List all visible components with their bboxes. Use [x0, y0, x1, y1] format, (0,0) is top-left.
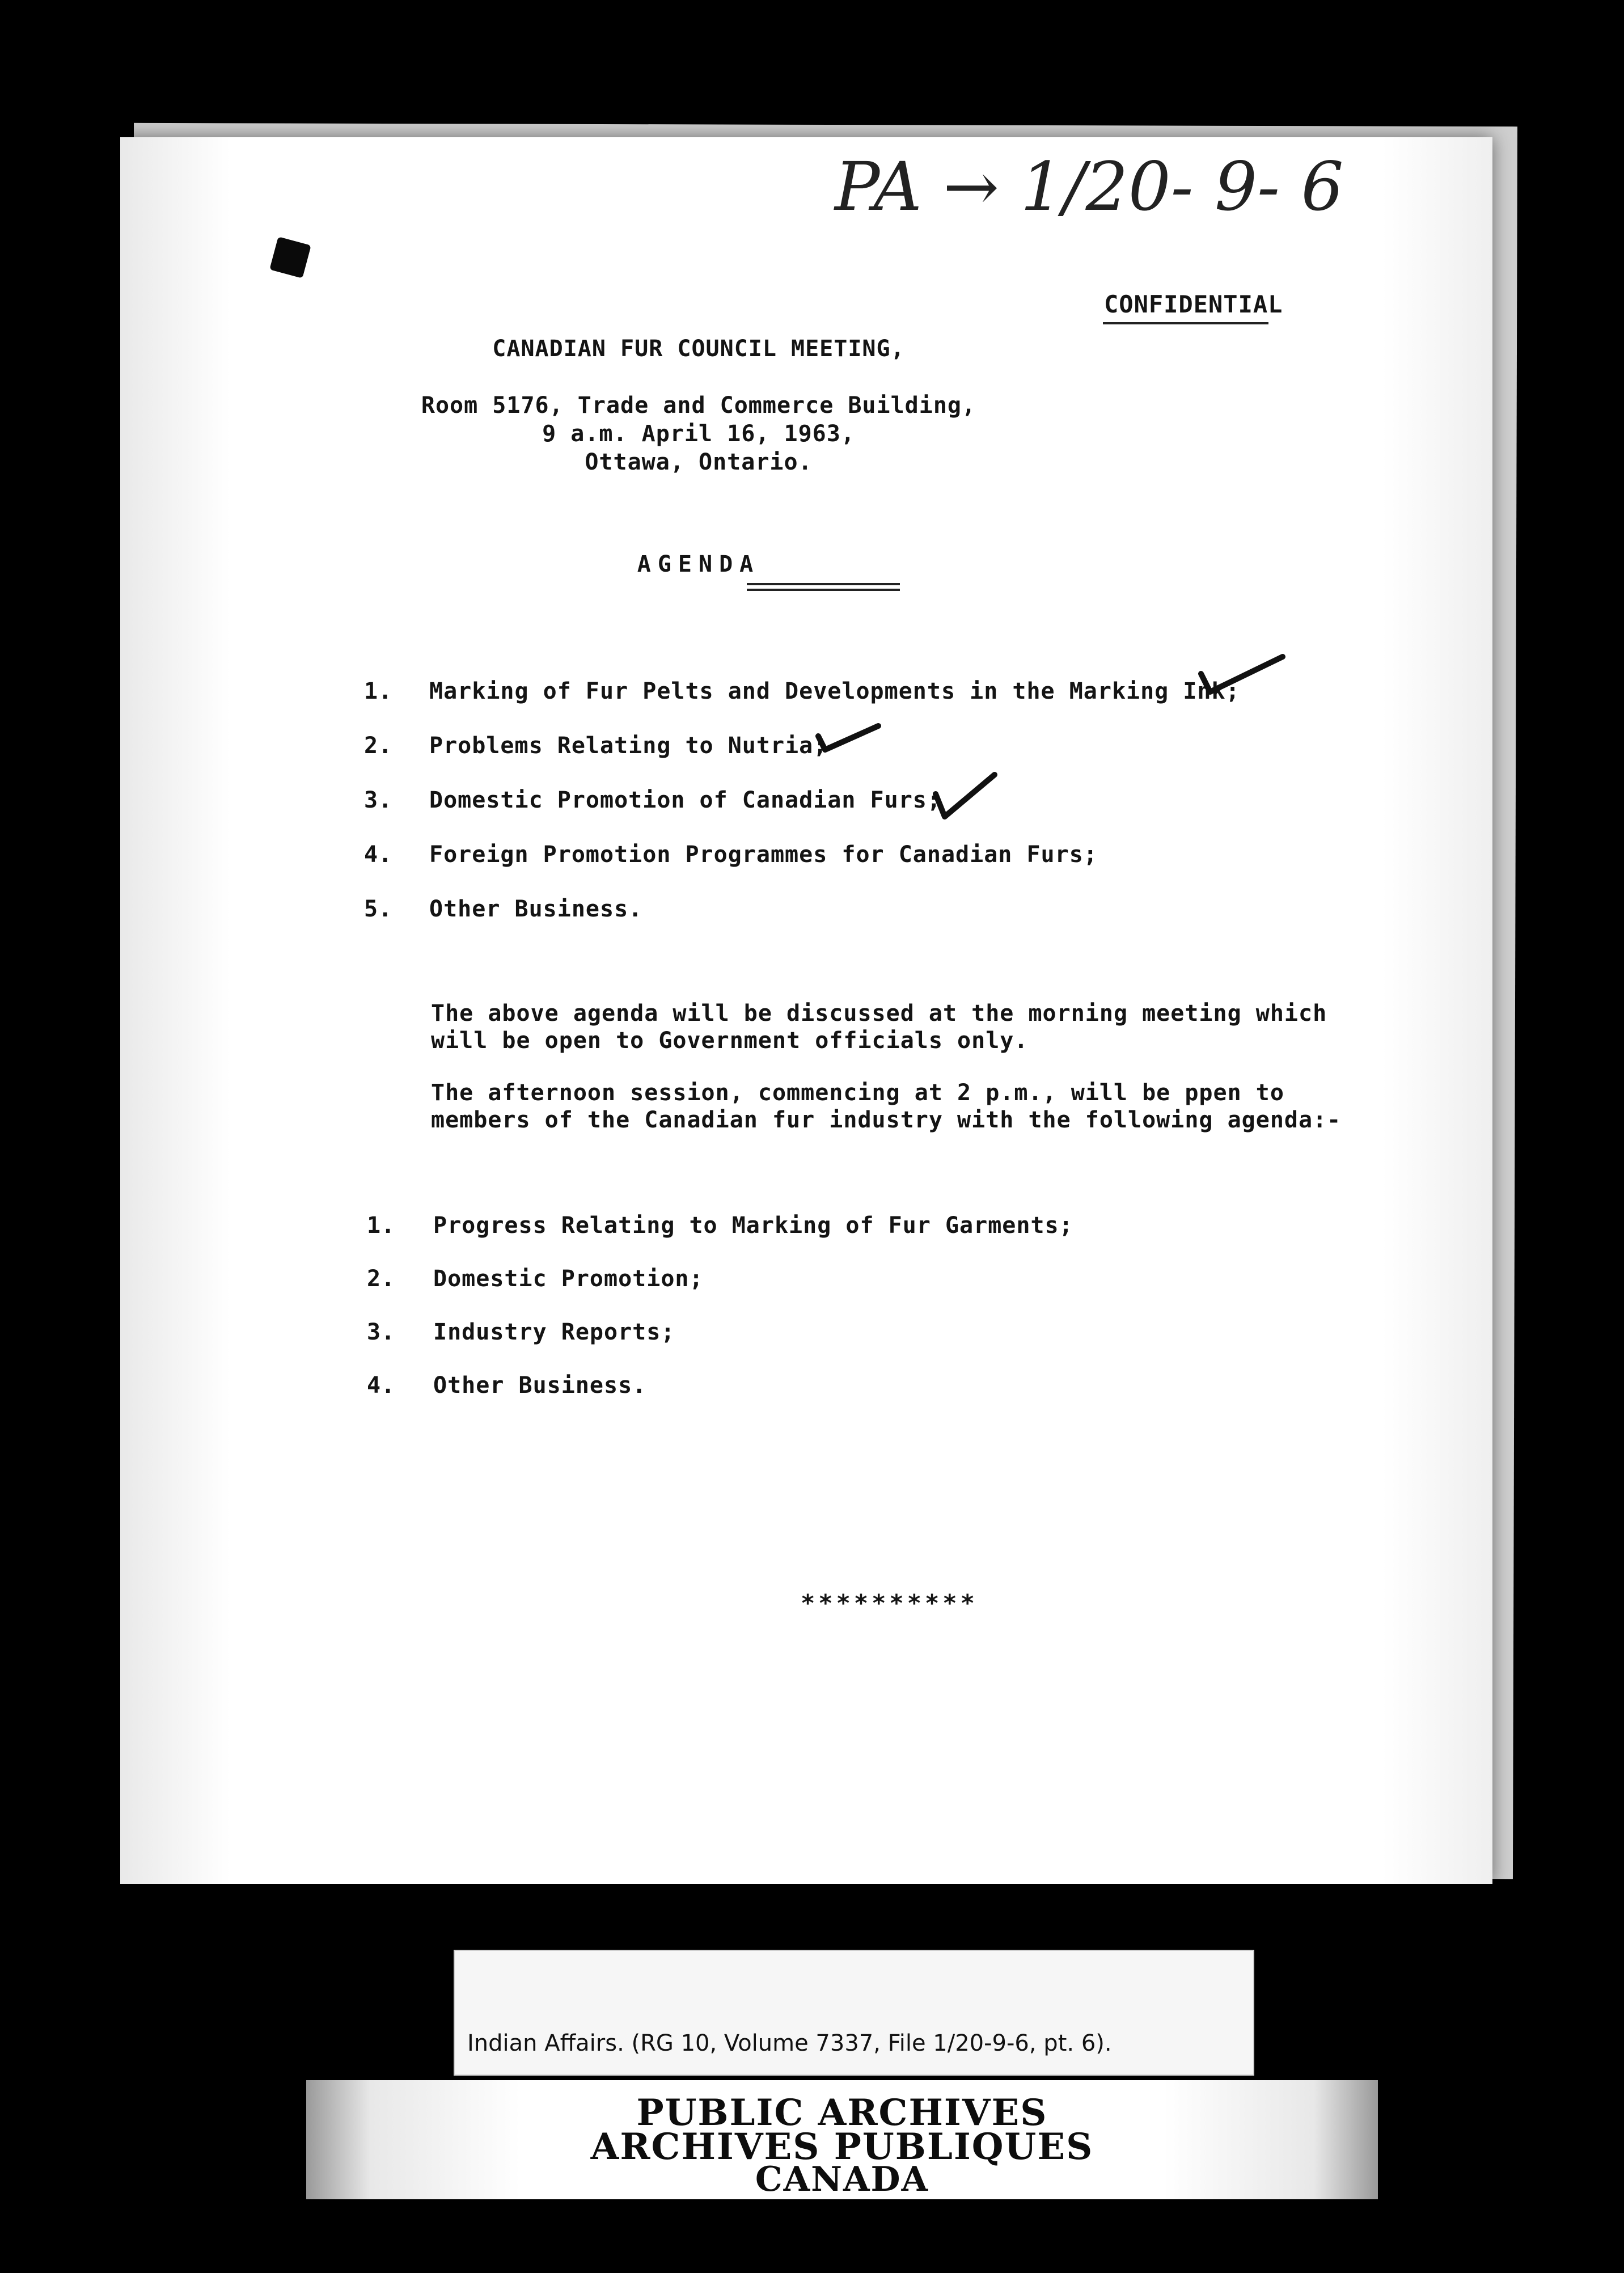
- archive-reference-text: Indian Affairs. (RG 10, Volume 7337, File 1/20-9-6, pt. 6).: [467, 2030, 1112, 2056]
- agenda-item-number: 3.: [364, 787, 393, 813]
- checkmark-icon: [815, 723, 883, 757]
- afternoon-agenda-item: Domestic Promotion;: [433, 1266, 704, 1292]
- afternoon-item-number: 3.: [367, 1319, 396, 1345]
- meeting-title: CANADIAN FUR COUNCIL MEETING,: [492, 336, 905, 362]
- afternoon-item-number: 4.: [367, 1372, 396, 1399]
- afternoon-session-note-line-2: members of the Canadian fur industry with the following agenda:-: [431, 1107, 1342, 1133]
- confidential-label: CONFIDENTIAL: [1104, 290, 1283, 318]
- archive-stamp-line-3: CANADA: [755, 2160, 929, 2199]
- agenda-item: Other Business.: [429, 896, 643, 922]
- handwritten-file-reference: PA → 1/20- 9- 6: [835, 147, 1344, 226]
- confidential-underline: [1103, 322, 1268, 324]
- agenda-item-number: 5.: [364, 896, 393, 922]
- agenda-item-number: 4.: [364, 842, 393, 868]
- afternoon-agenda-item: Industry Reports;: [433, 1319, 675, 1345]
- agenda-item: Problems Relating to Nutria;: [429, 733, 828, 759]
- checkmark-icon: [1198, 652, 1288, 698]
- archive-stamp-line-2: ARCHIVES PUBLIQUES: [590, 2126, 1094, 2168]
- agenda-item-number: 1.: [364, 678, 393, 704]
- end-of-document-marks: **********: [801, 1589, 978, 1617]
- afternoon-item-number: 1.: [367, 1212, 396, 1239]
- meeting-date-line: 9 a.m. April 16, 1963,: [542, 421, 855, 447]
- archive-stamp-line-1: PUBLIC ARCHIVES: [636, 2092, 1048, 2134]
- agenda-item: Marking of Fur Pelts and Developments in the Marking Ink;: [429, 678, 1240, 704]
- meeting-location-line-1: Room 5176, Trade and Commerce Building,: [421, 392, 976, 419]
- afternoon-session-note-line-1: The afternoon session, commencing at 2 p.m., will be ppen to: [431, 1080, 1284, 1106]
- archive-stamp: [306, 2080, 1378, 2199]
- afternoon-agenda-item: Progress Relating to Marking of Fur Garments;: [433, 1212, 1073, 1239]
- document-page: [120, 137, 1492, 1884]
- agenda-item: Domestic Promotion of Canadian Furs;: [429, 787, 941, 813]
- agenda-underline-second: [747, 589, 900, 591]
- afternoon-item-number: 2.: [367, 1266, 396, 1292]
- archive-reference-label: [454, 1950, 1254, 2076]
- agenda-heading: AGENDA: [637, 551, 760, 577]
- agenda-item-number: 2.: [364, 733, 393, 759]
- checkmark-icon: [931, 771, 999, 822]
- agenda-item: Foreign Promotion Programmes for Canadian Furs;: [429, 842, 1098, 868]
- morning-session-note-line-1: The above agenda will be discussed at the morning meeting which: [431, 1000, 1327, 1026]
- ink-blot: [269, 236, 311, 278]
- agenda-underline: [747, 583, 900, 585]
- afternoon-agenda-item: Other Business.: [433, 1372, 647, 1399]
- morning-session-note-line-2: will be open to Government officials only.: [431, 1028, 1029, 1054]
- meeting-city-line: Ottawa, Ontario.: [585, 449, 813, 475]
